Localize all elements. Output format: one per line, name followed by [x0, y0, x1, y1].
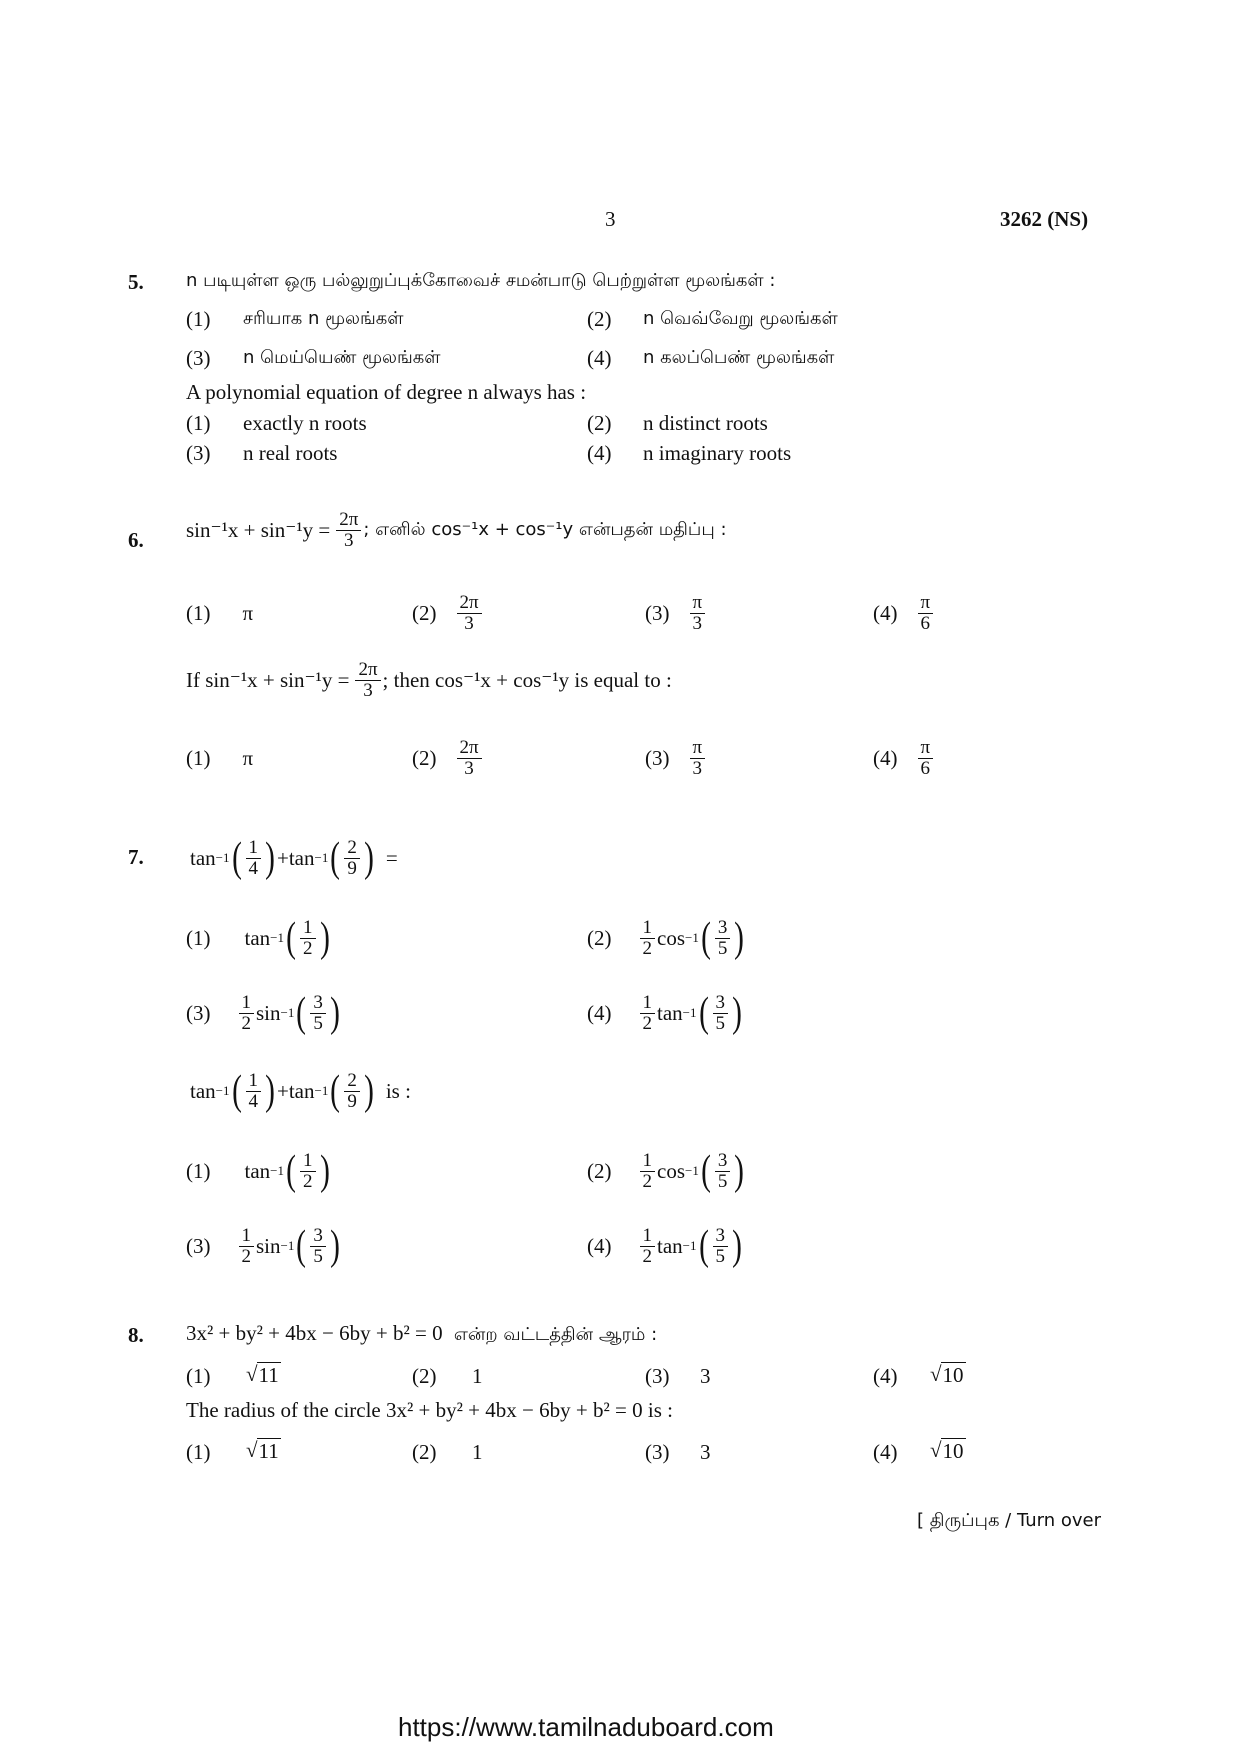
option-label: (4): [587, 441, 612, 465]
fraction: $\frac{\pi}{6}$: [918, 593, 934, 634]
fraction: $\frac{2}{9}$: [344, 838, 360, 879]
fraction: $\frac{1}{2}$: [640, 1151, 656, 1192]
fraction: $\frac{3}{5}$: [715, 918, 731, 959]
option-label: (4): [873, 600, 898, 625]
option-label: (3): [645, 600, 670, 625]
option-value: π: [242, 745, 254, 770]
option-label: (3): [186, 346, 211, 370]
option-row: (1) tan −1 ( $\frac{1}{2}$ ): [186, 1148, 330, 1194]
option-label: (4): [587, 1233, 612, 1258]
page-number: 3: [605, 207, 616, 231]
option-label: (1): [186, 307, 211, 331]
equation: 3x² + by² + 4bx − 6by + b² = 0: [186, 1321, 443, 1345]
option-row: (2) $\frac{1}{2}$ cos −1 ( $\frac{3}{5}$ ): [587, 915, 745, 961]
question-expression-english: tan −1 ( $\frac{1}{4}$ ) + tan −1 ( $\frac{2}{9}$ ) is :: [190, 1068, 411, 1114]
option-label: (4): [587, 1000, 612, 1025]
fraction: $\frac{1}{2}$: [640, 993, 656, 1034]
option-label: (4): [873, 1364, 898, 1388]
option-label: (1): [186, 925, 211, 950]
option-text-tamil: சரியாக n மூலங்கள்: [243, 308, 404, 329]
option-label: (2): [412, 745, 437, 770]
option-value: 1: [472, 1440, 483, 1464]
question-text-tamil: [186, 1321, 657, 1347]
fraction: $\frac{1}{2}$: [300, 1151, 316, 1192]
option-text-tamil: n வெவ்வேறு மூலங்கள்: [643, 308, 838, 329]
fraction: $\frac{2\pi}{3}$: [336, 510, 361, 551]
fraction: $\frac{1}{2}$: [239, 993, 255, 1034]
fraction: $\frac{2\pi}{3}$: [355, 660, 380, 701]
option-label: (2): [587, 925, 612, 950]
option-label: (1): [186, 1364, 211, 1388]
question-tail: என்ற வட்டத்தின் ஆரம் :: [453, 1324, 658, 1345]
option-row: (3) $\frac{1}{2}$ sin −1 ( $\frac{3}{5}$ ): [186, 990, 340, 1036]
option-row: [645, 733, 707, 783]
fraction: $\frac{2\pi}{3}$: [457, 593, 482, 634]
option-row: [645, 588, 707, 638]
option-label: (3): [186, 1233, 211, 1258]
question-paper-code: 3262 (NS): [1000, 207, 1089, 231]
question-expression: tan −1 ( $\frac{1}{4}$ ) + tan −1 ( $\frac{2}{9}$ ) =: [190, 835, 398, 881]
fraction: $\frac{2}{9}$: [344, 1071, 360, 1112]
question-text-tamil: [186, 510, 727, 551]
option-row: (1) tan −1 ( $\frac{1}{2}$ ): [186, 915, 330, 961]
option-label: (1): [186, 745, 211, 770]
question-text-english: [186, 660, 672, 701]
option-label: (3): [645, 745, 670, 770]
option-label: (2): [412, 600, 437, 625]
option-label: (1): [186, 1440, 211, 1464]
turn-over-note: [ திருப்புக / Turn over: [916, 1510, 1101, 1531]
question-tail: ; எனில் cos⁻¹x + cos⁻¹y என்பதன் மதிப்பு :: [363, 518, 727, 540]
fraction: $\frac{\pi}{3}$: [690, 738, 706, 779]
option-text-tamil: n மெய்யெண் மூலங்கள்: [243, 347, 441, 368]
option-text: n real roots: [243, 441, 338, 465]
question-number: 6.: [128, 528, 144, 552]
fraction: $\frac{\pi}{3}$: [690, 593, 706, 634]
fraction: $\frac{1}{2}$: [640, 1226, 656, 1267]
fraction: $\frac{2\pi}{3}$: [457, 738, 482, 779]
option-row: [873, 588, 935, 638]
fraction: $\frac{3}{5}$: [310, 1226, 326, 1267]
fraction: $\frac{1}{4}$: [246, 838, 262, 879]
question-number: 5.: [128, 270, 144, 294]
option-label: (2): [587, 307, 612, 331]
question-tail: ; then cos⁻¹x + cos⁻¹y is equal to :: [382, 667, 672, 692]
option-value: π: [242, 600, 254, 625]
option-value: 1: [472, 1364, 483, 1388]
option-value: √ 10: [930, 1362, 964, 1387]
option-row: (3) $\frac{1}{2}$ sin −1 ( $\frac{3}{5}$ ): [186, 1223, 340, 1269]
option-label: (4): [873, 745, 898, 770]
option-label: (1): [186, 600, 211, 625]
fraction: $\frac{1}{2}$: [640, 918, 656, 959]
question-number: 8.: [128, 1323, 144, 1347]
option-label: (4): [587, 346, 612, 370]
option-row: [412, 588, 484, 638]
option-row: (4) $\frac{1}{2}$ tan −1 ( $\frac{3}{5}$ ): [587, 1223, 742, 1269]
question-text-english: The radius of the circle 3x² + by² + 4bx − 6by + b² = 0 is :: [186, 1398, 673, 1422]
option-value: √ 11: [246, 1438, 279, 1463]
question-text-english: A polynomial equation of degree n always has :: [186, 380, 587, 404]
option-label: (2): [587, 411, 612, 435]
fraction: $\frac{3}{5}$: [310, 993, 326, 1034]
footer-url[interactable]: https://www.tamilnaduboard.com: [398, 1712, 774, 1742]
option-value: √ 11: [246, 1362, 279, 1387]
option-value: √ 10: [930, 1438, 964, 1463]
fraction: $\frac{3}{5}$: [713, 1226, 729, 1267]
option-label: (2): [412, 1440, 437, 1464]
option-label: (2): [587, 1158, 612, 1183]
option-label: (1): [186, 1158, 211, 1183]
option-row: [412, 733, 484, 783]
option-label: (3): [186, 441, 211, 465]
option-text-tamil: n கலப்பெண் மூலங்கள்: [643, 347, 835, 368]
fraction: $\frac{3}{5}$: [715, 1151, 731, 1192]
option-value: 3: [700, 1440, 711, 1464]
equation: 3x² + by² + 4bx − 6by + b² = 0: [386, 1398, 643, 1422]
option-label: (2): [412, 1364, 437, 1388]
option-row: (4) $\frac{1}{2}$ tan −1 ( $\frac{3}{5}$ ): [587, 990, 742, 1036]
question-text-tamil: n படியுள்ள ஒரு பல்லுறுப்புக்கோவைச் சமன்பாடு பெற்றுள்ள மூலங்கள் :: [186, 270, 776, 291]
option-row: [873, 733, 935, 783]
option-text: n distinct roots: [643, 411, 768, 435]
option-row: [186, 733, 253, 783]
option-label: (3): [645, 1364, 670, 1388]
option-row: [186, 588, 253, 638]
option-label: (3): [645, 1440, 670, 1464]
fraction: $\frac{1}{4}$: [246, 1071, 262, 1112]
option-value: 3: [700, 1364, 711, 1388]
fraction: $\frac{1}{2}$: [300, 918, 316, 959]
question-number: 7.: [128, 845, 144, 869]
fraction: $\frac{1}{2}$: [239, 1226, 255, 1267]
fraction: $\frac{3}{5}$: [713, 993, 729, 1034]
fraction: $\frac{\pi}{6}$: [918, 738, 934, 779]
option-text: n imaginary roots: [643, 441, 792, 465]
option-label: (3): [186, 1000, 211, 1025]
option-label: (4): [873, 1440, 898, 1464]
equation-lhs: If sin⁻¹x + sin⁻¹y =: [186, 667, 350, 692]
option-row: (2) $\frac{1}{2}$ cos −1 ( $\frac{3}{5}$ ): [587, 1148, 745, 1194]
option-text: exactly n roots: [243, 411, 367, 435]
option-label: (1): [186, 411, 211, 435]
equation-lhs: sin⁻¹x + sin⁻¹y =: [186, 517, 331, 542]
